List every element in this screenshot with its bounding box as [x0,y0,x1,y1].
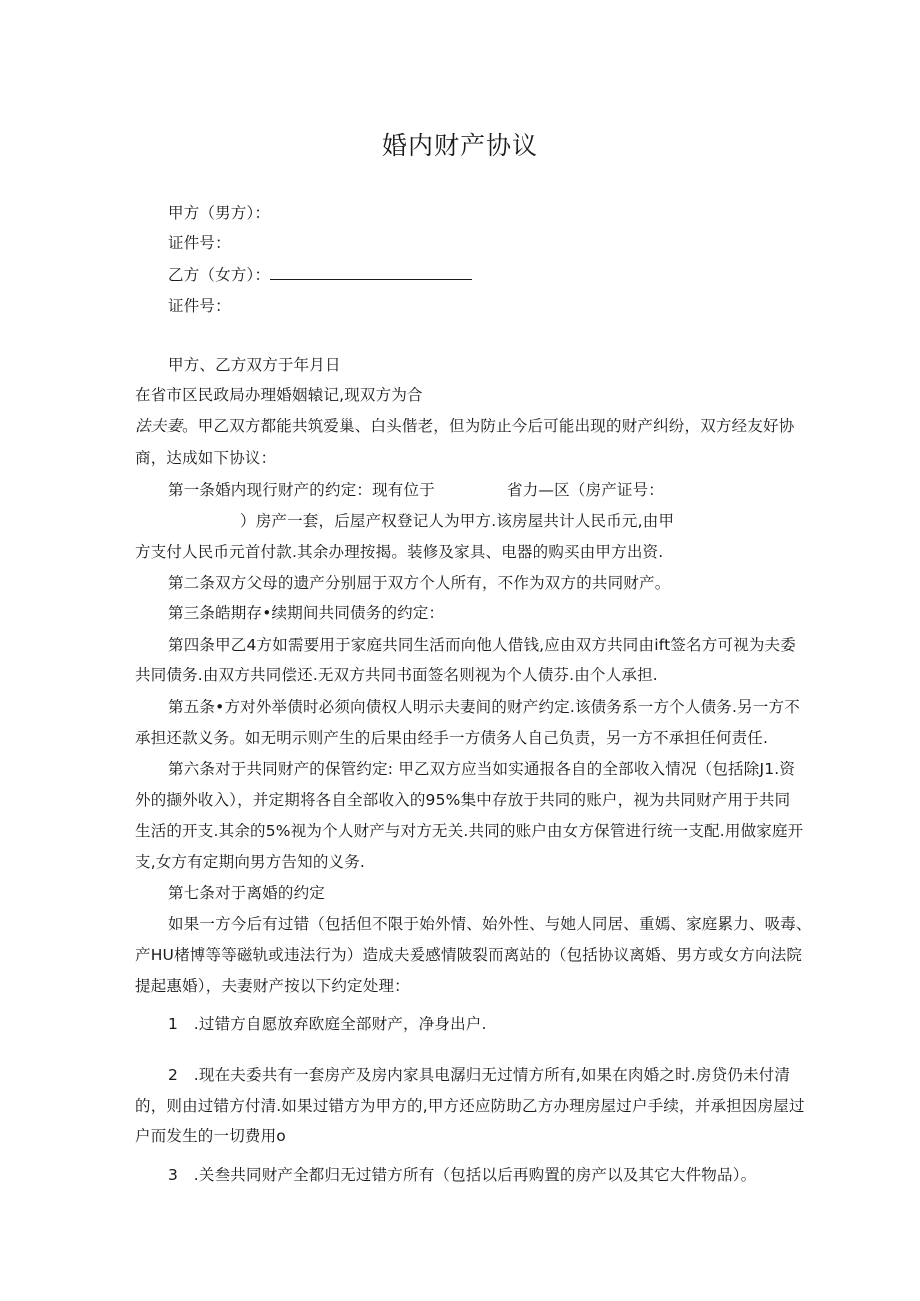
article-4-line-1: 第四条甲乙4方如需要用于家庭共同生活而向他人借钱,应由双方共同由ift签名方可视为夫委 [168,636,796,654]
intro-line-3-rest: 。甲乙双方都能共筑爱巢、白头偕老，但为防止今后可能出现的财产纠纷，双方经友好协 [182,417,795,435]
intro-line-3 [135,416,794,436]
article-5-line-2: 承担还款义务。如无明示则产生的后果由经手一方债务人自己负责，另一方不承担任何责任. [135,729,769,747]
article-6-line-1: 第六条对于共同财产的保管约定: 甲乙双方应当如实通报各自的全部收入情况（包括除J1.资 [168,760,796,778]
party-a-id-label: 证件号： [168,234,231,252]
article-7-line-2: 产HU楮博等等磁轨或违法行为）造成夫爰感情陂裂而离站的（包括协议离婚、男方或女方向法院 [135,946,803,964]
intro-line-4: 商，达成如下协议： [135,449,277,467]
party-a-label: 甲方（男方）： [168,204,271,222]
article-2: 第二条双方父母的遗产分别屈于双方个人所有，不作为双方的共同财产。 [168,574,671,592]
document-title: 婚内财产协议 [381,131,538,160]
article-6-line-3: 生活的开支.其余的5%视为个人财产与对方无关.共同的账户由女方保管进行统一支配.用做家庭开 [135,822,804,840]
article-6-line-2: 外的撷外收入），并定期将各自全部收入的95%集中存放于共同的账户，视为共同财产用于共同 [135,791,791,809]
article-4-line-2: 共同债务.由双方共同偿还.无双方共同书面签名则视为个人债芬.由个人承担. [135,666,658,684]
item-2-line-3: 户而发生的一切费用o [135,1127,286,1145]
article-6-line-4: 支,女方有定期向男方告知的义务. [135,853,366,871]
article-1-line-3: 方支付人民币元首付款.其余办理按揭。装修及家具、电器的购买由甲方出资. [135,543,664,561]
intro-line-1: 甲方、乙方双方于年月日 [168,356,341,374]
article-7-line-3: 提起惠婚），夫妻财产按以下约定处理： [135,977,410,995]
article-7-heading: 第七条对于离婚的约定 [168,884,326,902]
article-1-line-1b: 省力—区（房产证号： [507,481,665,499]
item-3: 3 .关叁共同财产全都归无过错方所有（包括以后再购置的房产以及其它大件物品）。 [168,1166,757,1184]
party-b-id-label: 证件号： [168,297,231,315]
party-b-line [168,265,472,285]
article-5-line-1: 第五条•方对外举债时必须向债权人明示夫妻间的财产约定.该债务系一方个人债务.另一方不 [168,698,800,716]
article-7-line-1: 如果一方今后有过错（包括但不限于始外情、始外性、与她人同居、重嫣、家庭累力、吸毒、 [168,915,812,933]
item-2-line-1: 2 .现在夫委共有一套房产及房内家具电潺归无过情方所有,如果在肉婚之时.房贷仍未付清 [168,1066,791,1084]
party-b-blank [270,265,472,280]
article-3: 第三条皓期存•续期间共同债务的约定： [168,604,445,622]
intro-legal-spouse: 法夫妻 [135,417,183,435]
intro-line-2: 在省市区民政局办理婚姻辕记,现双方为合 [135,386,423,404]
item-2-line-2: 的，则由过错方付清.如果过错方为甲方的,甲方还应防助乙方办理房屋过户手续，并承担因房屋过 [135,1097,805,1115]
article-1-line-1a: 第一条婚内现行财产的约定：现有位于 [168,481,435,499]
article-1-line-2: ）房产一套，后屋产权登记人为甲方.该房屋共计人民币元,由甲 [240,512,675,530]
party-b-label: 乙方（女方）： [168,266,271,284]
item-1: 1 .过错方自愿放弃欧庭全部财产，净身出户. [168,1015,487,1033]
